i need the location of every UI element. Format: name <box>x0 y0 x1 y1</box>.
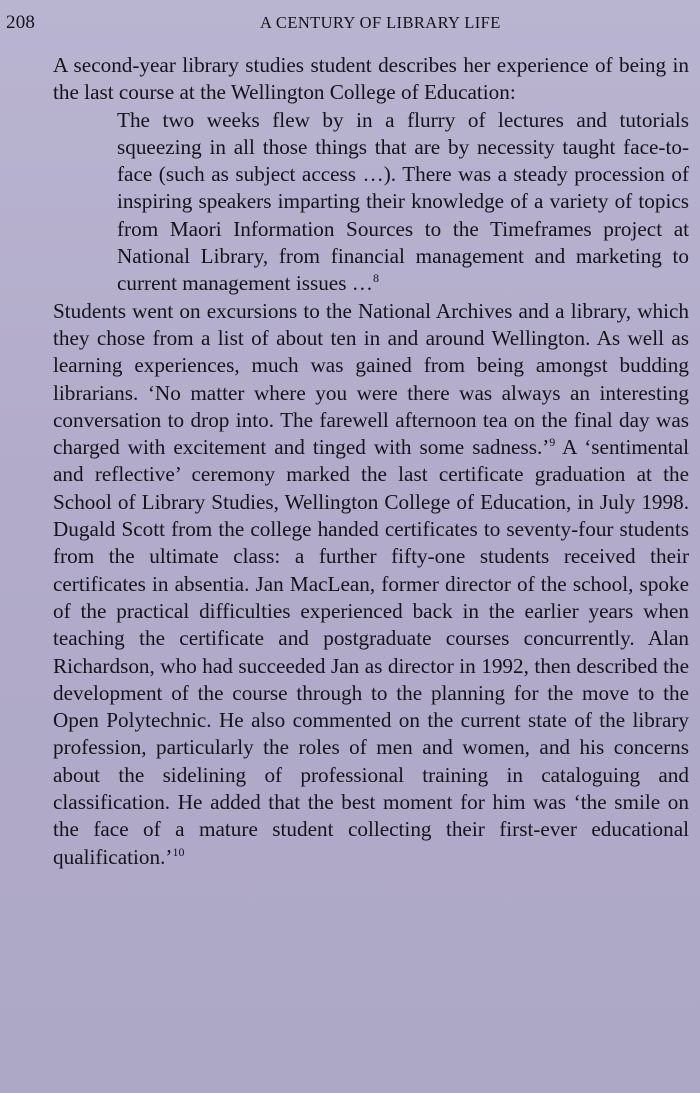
footnote-marker-9: 9 <box>549 435 556 450</box>
main-paragraph <box>53 298 689 871</box>
running-head: A CENTURY OF LIBRARY LIFE <box>260 13 501 32</box>
paragraph-part-1: Students went on excursions to the National Archives and a library, which they chose from a list of about ten in and around Wellington. As well as learning experiences, much was gained from being amongst budding librarians. ‘No matter where you were there was always an interesting conversation to drop into. The farewell afternoon tea on the final day was charged with excitement and tinged with some sadness.’ <box>53 298 689 460</box>
footnote-marker-8: 8 <box>372 271 379 286</box>
block-quote <box>117 107 689 298</box>
page-number: 208 <box>6 12 36 33</box>
page-header <box>0 10 700 34</box>
intro-paragraph: A second-year library studies student describes her experience of being in the last course at the Wellington College of Education: <box>53 53 689 105</box>
quote-text: The two weeks flew by in a flurry of lectures and tutorials squeezing in all those things that are by necessity taught face-to-face (such as subject access …). There was a steady procession of inspiring speakers imparting their knowledge of a variety of topics from Maori Information Sources to the Timeframes project at National Library, from financial management and marketing to current management issues … <box>117 107 689 296</box>
footnote-marker-10: 10 <box>172 844 185 859</box>
body-text <box>53 52 689 871</box>
paragraph-part-2: A ‘sentimental and reflective’ ceremony marked the last certificate graduation at the School of Library Studies, Wellington College of Education, in July 1998. Dugald Scott from the college handed certificates to seventy-four students from the ultimate class: a further fifty-one students received their certificates in absentia. Jan MacLean, former director of the school, spoke of the practical difficulties experienced back in the earlier years when teaching the certificate and postgraduate courses concurrently. Alan Richardson, who had succeeded Jan as director in 1992, then described the development of the course through to the planning for the move to the Open Polytechnic. He also commented on the current state of the library profession, particularly the roles of men and women, and his concerns about the sidelining of professional training in cataloguing and classification. He added that the best moment for him was ‘the smile on the face of a mature student collecting their first-ever educational qualification.’ <box>53 435 689 869</box>
